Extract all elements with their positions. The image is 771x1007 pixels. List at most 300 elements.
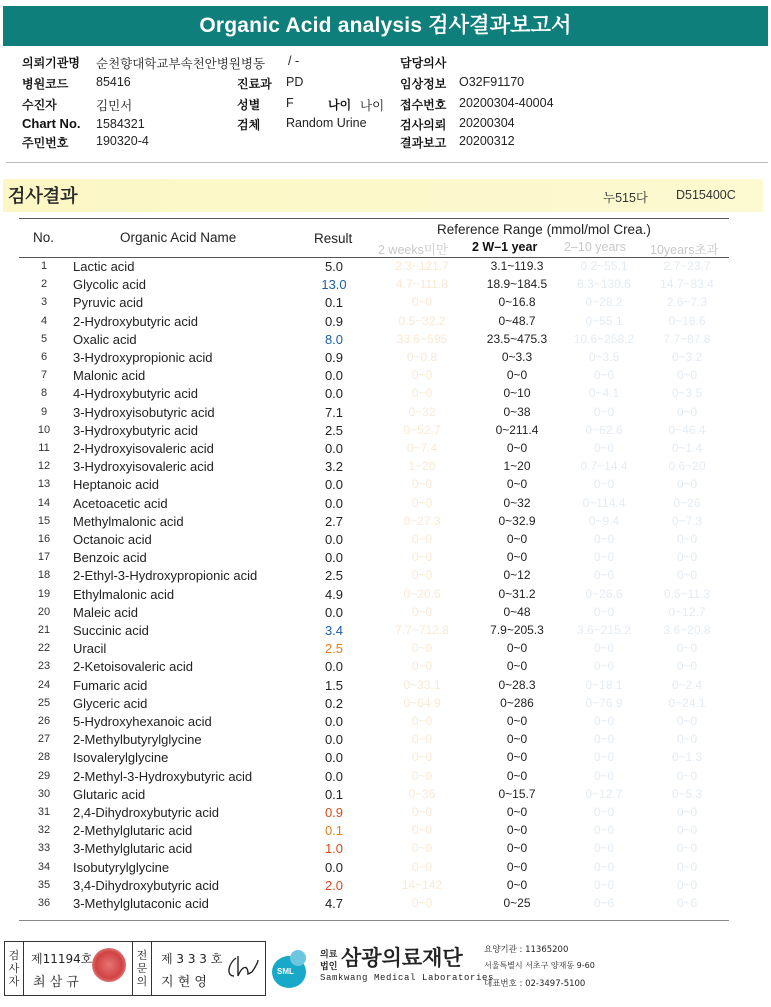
info-divider <box>6 162 768 163</box>
ref-infant: 0~38 <box>503 404 531 419</box>
table-row <box>0 458 771 476</box>
value-age: 나이 <box>360 99 385 113</box>
result-value: 1.0 <box>324 841 344 857</box>
table-row <box>0 658 771 676</box>
ref-child: 0~0 <box>593 714 615 728</box>
ref-infant: 0~0 <box>506 477 528 492</box>
table-row <box>0 258 771 276</box>
value-request-date: 20200304 <box>459 116 515 130</box>
ref-newborn: 0~0 <box>411 823 433 838</box>
ref-adult: 0~12.7 <box>668 604 706 619</box>
label-specimen: 검체 <box>237 118 261 132</box>
ref-child: 0~0 <box>593 532 615 546</box>
ref-child: 0~0 <box>593 550 615 565</box>
org-facility-code: 요양기관 : 11365200 <box>484 945 569 955</box>
table-row <box>0 385 771 403</box>
result-value: 0.0 <box>324 368 344 384</box>
ref-adult: 0~3.2 <box>671 350 703 364</box>
table-row <box>0 476 771 494</box>
row-number: 33 <box>37 842 51 855</box>
ref-newborn: 0~0 <box>411 896 433 910</box>
ref-col-newborn: 2 weeks미만 <box>378 243 449 257</box>
col-no: No. <box>33 230 55 245</box>
ref-infant: 0~48 <box>503 604 531 619</box>
row-number: 9 <box>40 405 48 418</box>
ref-adult: 7.7~87.8 <box>663 331 711 346</box>
sml-logo-icon <box>272 950 310 988</box>
ref-child: 0~0 <box>593 604 615 619</box>
row-number: 23 <box>37 660 51 673</box>
ref-adult: 0~0 <box>676 714 698 728</box>
section-title: 검사결과 <box>8 186 78 207</box>
acid-name: Octanoic acid <box>73 532 152 547</box>
acid-name: 2-Methylbutyrylglycine <box>73 732 202 748</box>
ref-child: 0~0 <box>593 477 615 492</box>
table-row <box>0 349 771 367</box>
ref-newborn: 0~64.9 <box>403 695 441 710</box>
result-value: 0.0 <box>324 386 344 402</box>
table-row <box>0 713 771 731</box>
row-number: 17 <box>37 551 51 564</box>
label-department: 진료과 <box>237 77 272 91</box>
ref-adult: 2.7~23.7 <box>663 259 711 273</box>
label-age: 나이 <box>328 98 352 112</box>
ref-child: 3.6~215.2 <box>577 623 631 637</box>
result-value: 0.0 <box>324 495 344 511</box>
ref-infant: 0~0 <box>506 714 528 728</box>
label-request-date: 검사의뢰 <box>400 118 447 132</box>
ref-newborn: 1~20 <box>408 459 436 474</box>
ref-infant: 0~0 <box>506 859 528 874</box>
org-address: 서울특별시 서초구 양재동 9-60 <box>484 961 595 970</box>
ref-newborn: 14~142 <box>401 877 443 892</box>
ref-adult: 0~0 <box>676 805 698 819</box>
row-number: 7 <box>40 369 48 382</box>
ref-newborn: 0~0 <box>411 477 433 492</box>
row-number: 20 <box>37 605 51 618</box>
value-institution: 순천향대학교부속천안병원병동 <box>96 57 266 71</box>
ref-adult: 0~0 <box>676 641 698 656</box>
result-value: 0.0 <box>324 714 344 729</box>
result-value: 0.1 <box>324 786 344 802</box>
row-number: 26 <box>37 715 51 727</box>
row-number: 16 <box>37 533 51 545</box>
label-hospital-code: 병원코드 <box>22 77 69 91</box>
ref-newborn: 0~32 <box>408 404 436 419</box>
row-number: 12 <box>37 460 51 473</box>
result-value: 0.0 <box>324 532 344 547</box>
result-value: 0.9 <box>324 350 344 365</box>
ref-infant: 0~28.3 <box>498 677 536 692</box>
ref-infant: 1~20 <box>503 459 531 474</box>
table-row <box>0 677 771 695</box>
ref-newborn: 0~52.7 <box>403 422 441 437</box>
ref-newborn: 0~0 <box>411 368 433 383</box>
ref-newborn: 0~0 <box>411 714 433 728</box>
label-sex: 성별 <box>237 98 261 112</box>
ref-col-child: 2–10 years <box>564 240 626 254</box>
result-value: 0.0 <box>324 441 344 456</box>
test-code-korean: 누515다 <box>603 191 649 205</box>
label-doctor: 담당의사 <box>400 56 447 70</box>
row-number: 2 <box>40 278 48 291</box>
label-receipt-no: 접수번호 <box>400 98 447 112</box>
table-row <box>0 531 771 549</box>
ref-infant: 0~0 <box>506 805 528 819</box>
ref-child: 0~0 <box>593 568 615 583</box>
acid-name: Glyceric acid <box>73 695 148 711</box>
result-value: 2.5 <box>324 641 344 657</box>
acid-name: Oxalic acid <box>73 331 137 347</box>
result-value: 4.7 <box>324 896 344 911</box>
ref-newborn: 33.6~595 <box>396 331 448 346</box>
result-value: 2.5 <box>324 568 344 584</box>
result-value: 8.0 <box>324 331 344 347</box>
ref-child: 0~0 <box>593 732 615 747</box>
row-number: 4 <box>40 314 48 327</box>
acid-name: 2-Ethyl-3-Hydroxypropionic acid <box>73 568 258 584</box>
label-institution: 의뢰기관명 <box>22 56 80 70</box>
ref-newborn: 0.5~32.2 <box>398 313 446 328</box>
result-value: 0.0 <box>324 550 344 566</box>
value-patient: 김민서 <box>96 99 133 113</box>
row-number: 8 <box>40 387 48 400</box>
table-row <box>0 895 771 913</box>
label-resident-no: 주민번호 <box>22 136 69 150</box>
acid-name: Pyruvic acid <box>73 295 144 311</box>
ref-infant: 0~0 <box>506 368 528 383</box>
ref-infant: 0~0 <box>506 550 528 565</box>
ref-infant: 0~3.3 <box>501 350 533 364</box>
ref-child: 0.7~14.4 <box>580 459 628 474</box>
table-row <box>0 731 771 749</box>
ref-newborn: 0~0 <box>411 805 433 819</box>
footer <box>0 938 771 1002</box>
ref-child: 0~0 <box>593 823 615 838</box>
ref-child: 0~9.4 <box>588 513 620 528</box>
ref-infant: 0~25 <box>503 896 531 910</box>
acid-name: Glycolic acid <box>73 277 146 293</box>
acid-name: Methylmalonic acid <box>73 513 184 529</box>
ref-adult: 0~7.3 <box>671 513 703 528</box>
acid-name: 3-Methylglutaconic acid <box>73 896 209 911</box>
result-value: 2.0 <box>324 877 344 893</box>
table-row <box>0 567 771 585</box>
table-row <box>0 859 771 877</box>
row-number: 25 <box>37 696 51 709</box>
result-value: 0.1 <box>324 295 344 311</box>
ref-child: 0~0 <box>593 368 615 383</box>
ref-child: 0~0 <box>593 659 615 674</box>
value-report-date: 20200312 <box>459 134 515 148</box>
ref-child: 0~4.1 <box>588 386 620 401</box>
ref-child: 0.2~55.1 <box>580 259 628 273</box>
ref-infant: 0~211.4 <box>495 422 539 437</box>
acid-name: 3-Methylglutaric acid <box>73 841 193 857</box>
result-value: 5.0 <box>324 259 344 274</box>
ref-newborn: 0~33.1 <box>403 677 441 692</box>
ref-infant: 0~0 <box>506 532 528 546</box>
ref-newborn: 0~20.5 <box>403 586 441 601</box>
ref-adult: 0~1.3 <box>671 750 703 765</box>
value-chart-no: 1584321 <box>96 117 145 131</box>
acid-name: 2,4-Dihydroxybutyric acid <box>73 805 219 820</box>
ref-infant: 0~48.7 <box>498 313 536 328</box>
ref-newborn: 0~0 <box>411 604 433 619</box>
ref-newborn: 0~0 <box>411 732 433 747</box>
value-hospital-code: 85416 <box>96 75 131 89</box>
ref-newborn: 0~0 <box>411 750 433 765</box>
ref-child: 6.3~130.6 <box>577 277 631 292</box>
acid-name: Glutaric acid <box>73 786 146 802</box>
row-number: 31 <box>37 806 51 818</box>
value-specimen: Random Urine <box>286 116 367 130</box>
result-value: 0.0 <box>324 477 344 493</box>
ref-infant: 0~10 <box>503 386 531 401</box>
acid-name: 3-Hydroxyisovaleric acid <box>73 459 214 475</box>
acid-name: Isovalerylglycine <box>73 750 169 766</box>
specialist-license: 제 3 3 3 호 <box>161 952 223 966</box>
result-value: 0.0 <box>324 732 344 748</box>
ref-adult: 0~0 <box>676 404 698 419</box>
org-english-name: Samkwang Medical Laboratories <box>320 973 495 983</box>
row-number: 1 <box>40 260 48 272</box>
ref-adult: 0~0 <box>676 841 698 856</box>
ref-newborn: 0~0 <box>411 768 433 783</box>
examiner-seal <box>92 948 126 982</box>
ref-infant: 0~12 <box>503 568 531 583</box>
row-number: 32 <box>37 824 51 837</box>
result-value: 0.1 <box>324 823 344 839</box>
ref-adult: 0~3.5 <box>671 386 703 401</box>
ref-child: 0~12.7 <box>585 786 623 801</box>
acid-name: 2-Methylglutaric acid <box>73 823 193 839</box>
results-section-header <box>3 179 763 212</box>
ref-adult: 0~1.4 <box>671 441 703 455</box>
report-title: Organic Acid analysis 검사결과보고서 <box>3 6 768 46</box>
acid-name: Ethylmalonic acid <box>73 586 175 602</box>
value-sex: F <box>286 96 294 110</box>
ref-child: 0~0 <box>593 859 615 874</box>
row-number: 3 <box>40 296 48 309</box>
ref-newborn: 7.7~712.8 <box>395 623 449 637</box>
ref-col-adult: 10years초과 <box>650 243 719 257</box>
table-row <box>0 804 771 822</box>
acid-name: Benzoic acid <box>73 550 147 566</box>
table-row <box>0 877 771 895</box>
ref-adult: 0~0 <box>676 732 698 747</box>
label-clinical-info: 임상정보 <box>400 77 447 91</box>
table-row <box>0 513 771 531</box>
label-patient: 수진자 <box>22 98 57 112</box>
ref-adult: 0~0 <box>676 877 698 892</box>
ref-adult: 0~26 <box>673 495 701 510</box>
row-number: 34 <box>37 860 51 873</box>
row-number: 11 <box>38 442 50 454</box>
table-row <box>0 640 771 658</box>
ref-col-infant: 2 W–1 year <box>472 240 538 254</box>
specialist-signature <box>222 952 262 982</box>
value-resident-no: 190320-4 <box>96 134 149 148</box>
ref-adult: 0.6~20 <box>668 459 706 474</box>
org-prefix-top: 의료 <box>320 950 338 960</box>
ref-child: 0~18.1 <box>585 677 623 692</box>
ref-adult: 0~0 <box>676 550 698 565</box>
row-number: 15 <box>37 514 51 527</box>
value-ward: / - <box>288 54 300 68</box>
ref-adult: 0~0 <box>676 477 698 492</box>
ref-newborn: 0~0 <box>411 841 433 856</box>
value-clinical-info: O32F91170 <box>459 75 525 89</box>
ref-infant: 0~15.7 <box>498 786 536 801</box>
result-value: 0.2 <box>324 695 344 711</box>
ref-infant: 0~0 <box>506 732 528 747</box>
ref-infant: 0~0 <box>506 641 528 656</box>
ref-newborn: 0~0.8 <box>406 350 438 364</box>
table-row <box>0 331 771 349</box>
ref-newborn: 0~0 <box>411 641 433 656</box>
ref-child: 0~114.4 <box>582 495 626 510</box>
ref-child: 0~0 <box>593 841 615 856</box>
acid-name: Lactic acid <box>73 259 135 274</box>
row-number: 30 <box>37 787 51 800</box>
row-number: 36 <box>37 897 51 909</box>
result-value: 3.4 <box>324 623 344 638</box>
row-number: 21 <box>37 624 51 636</box>
ref-adult: 0~46.4 <box>668 422 706 437</box>
ref-child: 0~6 <box>593 896 615 910</box>
ref-newborn: 0~0 <box>411 386 433 401</box>
table-row <box>0 313 771 331</box>
table-row <box>0 840 771 858</box>
table-row <box>0 695 771 713</box>
ref-adult: 0~2.4 <box>671 677 703 692</box>
ref-infant: 0~32.9 <box>498 513 536 528</box>
row-number: 14 <box>37 496 51 509</box>
ref-infant: 0~0 <box>506 441 528 455</box>
table-row <box>0 786 771 804</box>
logo-text: SML <box>277 967 294 976</box>
result-value: 1.5 <box>324 677 344 693</box>
label-chart-no: Chart No. <box>22 116 81 131</box>
row-number: 6 <box>40 351 48 363</box>
table-header <box>0 218 771 258</box>
ref-infant: 7.9~205.3 <box>490 623 544 637</box>
ref-infant: 0~31.2 <box>498 586 536 601</box>
ref-newborn: 0~0 <box>411 295 433 310</box>
ref-range-title: Reference Range (mmol/mol Crea.) <box>437 222 651 237</box>
ref-adult: 0~0 <box>676 823 698 838</box>
examiner-vertical-label: 검사자 <box>8 949 20 988</box>
ref-infant: 0~32 <box>503 495 531 510</box>
ref-child: 0~0 <box>593 641 615 656</box>
ref-child: 10.6~258.2 <box>573 331 635 346</box>
ref-newborn: 0~0 <box>411 859 433 874</box>
org-phone: 대표번호 : 02-3497-5100 <box>484 979 586 989</box>
row-number: 5 <box>40 332 48 345</box>
ref-newborn: 2.3~121.7 <box>395 259 449 273</box>
ref-newborn: 0~0 <box>411 550 433 565</box>
ref-newborn: 0~27.3 <box>403 513 441 528</box>
result-value: 0.0 <box>324 659 344 675</box>
result-value: 7.1 <box>324 404 344 420</box>
ref-newborn: 0~0 <box>411 495 433 510</box>
table-row <box>0 276 771 294</box>
ref-child: 0~62.6 <box>585 422 623 437</box>
ref-infant: 0~0 <box>506 841 528 856</box>
col-result: Result <box>314 231 353 246</box>
ref-child: 0~0 <box>593 768 615 783</box>
result-value: 0.0 <box>324 768 344 784</box>
table-row <box>0 622 771 640</box>
ref-child: 0~0 <box>593 877 615 892</box>
ref-infant: 0~0 <box>506 823 528 838</box>
table-row <box>0 294 771 312</box>
acid-name: 2-Hydroxybutyric acid <box>73 313 198 329</box>
ref-child: 0~0 <box>593 750 615 765</box>
ref-infant: 0~0 <box>506 768 528 783</box>
acid-name: 3-Hydroxyisobutyric acid <box>73 404 215 420</box>
acid-name: Fumaric acid <box>73 677 148 693</box>
ref-adult: 0~5.3 <box>671 786 703 801</box>
row-number: 35 <box>37 878 51 891</box>
ref-adult: 0~24.1 <box>668 695 706 710</box>
result-value: 0.9 <box>324 313 344 329</box>
value-receipt-no: 20200304-40004 <box>459 96 554 110</box>
row-number: 27 <box>37 733 51 746</box>
ref-adult: 0~0 <box>676 568 698 583</box>
acid-name: 3-Hydroxybutyric acid <box>73 422 198 438</box>
acid-name: 4-Hydroxybutyric acid <box>73 386 198 402</box>
acid-name: 2-Methyl-3-Hydroxybutyric acid <box>73 768 253 784</box>
result-value: 0.9 <box>324 805 344 820</box>
acid-name: Heptanoic acid <box>73 477 159 493</box>
ref-infant: 0~0 <box>506 750 528 765</box>
ref-child: 0~0 <box>593 441 615 455</box>
row-number: 19 <box>37 587 51 600</box>
result-value: 13.0 <box>321 277 347 293</box>
ref-infant: 0~16.8 <box>498 295 536 310</box>
acid-name: 5-Hydroxyhexanoic acid <box>73 714 212 729</box>
ref-child: 0~55.1 <box>585 313 623 328</box>
table-row <box>0 367 771 385</box>
acid-name: Maleic acid <box>73 604 139 620</box>
table-row <box>0 422 771 440</box>
result-value: 2.7 <box>324 513 344 529</box>
patient-info <box>0 48 771 166</box>
ref-infant: 23.5~475.3 <box>486 331 548 346</box>
table-row <box>0 404 771 422</box>
table-row <box>0 440 771 458</box>
org-prefix-bottom: 법인 <box>320 962 338 972</box>
ref-child: 0~0 <box>593 805 615 819</box>
label-report-date: 결과보고 <box>400 136 447 150</box>
value-department: PD <box>286 75 304 89</box>
table-row <box>0 495 771 513</box>
table-row <box>0 604 771 622</box>
examiner-name: 최 삼 규 <box>33 975 79 990</box>
ref-newborn: 4.7~111.8 <box>396 277 448 292</box>
row-number: 28 <box>37 751 51 764</box>
row-number: 13 <box>37 478 51 491</box>
row-number: 29 <box>37 769 51 782</box>
table-row <box>0 822 771 840</box>
acid-name: Succinic acid <box>73 623 149 638</box>
ref-child: 0~0 <box>593 404 615 419</box>
specialist-vertical-label: 전문의 <box>136 949 148 988</box>
ref-adult: 0~0 <box>676 768 698 783</box>
ref-infant: 0~0 <box>506 877 528 892</box>
